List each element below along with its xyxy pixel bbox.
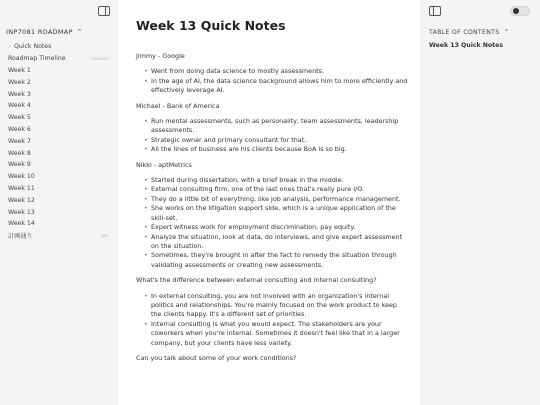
sidebar-item-label: Week 6 — [8, 125, 31, 133]
left-topbar — [0, 0, 118, 24]
sidebar-item[interactable] — [0, 53, 118, 65]
list-item: • Started during dissertation, with a brief break in the middle. — [145, 176, 408, 185]
sidebar-item-label-wrap — [8, 220, 35, 227]
main-content — [118, 0, 420, 405]
sidebar-item-label: Week 12 — [8, 196, 35, 204]
toc-title: TABLE OF CONTENTS — [429, 28, 500, 36]
sidebar-item[interactable] — [0, 206, 118, 218]
sidebar-item-label-wrap — [8, 79, 31, 86]
list-item: • External consulting firm, one of the last ones that's really pure I/O. — [145, 185, 408, 194]
sidebar-item[interactable] — [0, 147, 118, 159]
sidebar-item[interactable] — [0, 159, 118, 171]
list-item: • Analyze the situation, look at data, do interviews, and give expert assessment on the situation. — [145, 233, 408, 252]
sidebar-item-label-wrap — [8, 67, 31, 74]
sidebar-item[interactable] — [0, 194, 118, 206]
sidebar-item-meta: xxxxxxx — [91, 56, 108, 62]
left-sidebar — [0, 0, 118, 405]
sidebar-item-label: Quick Notes — [14, 43, 52, 51]
section-heading: Michael - Bank of America — [136, 101, 220, 110]
sidebar-item-label-wrap — [8, 161, 31, 168]
sidebar-item-label-wrap — [8, 138, 31, 145]
sidebar-item-label: Week 11 — [8, 184, 35, 192]
sidebar-item-label-wrap — [8, 185, 35, 192]
section-heading: Can you talk about some of your work conditions? — [136, 353, 297, 362]
sidebar-item-label-wrap — [8, 150, 31, 157]
list-item: • Run mental assessments, such as personality, team assessments, leadership assessments. — [145, 117, 408, 136]
sidebar-item-label: Week 3 — [8, 90, 31, 98]
note-body — [136, 52, 408, 369]
sidebar-item-meta: pro — [101, 233, 108, 239]
chevron-right-icon[interactable]: › — [9, 44, 11, 51]
sidebar-item-label: Week 4 — [8, 102, 31, 110]
list-item: • Expert witness work for employment discrimination, pay equity. — [145, 223, 408, 232]
roadmap-title: INP7081 ROADMAP — [6, 28, 73, 36]
sidebar-item-label: Week 1 — [8, 66, 31, 74]
list-item: • Internal consulting is what you would expect. The stakeholders are your coworkers when you're internal. Sometimes it doesn't feel like that in a larger company, but your clients have less variety. — [145, 320, 408, 348]
sidebar-item[interactable] — [0, 100, 118, 112]
sidebar-item-label: Week 9 — [8, 161, 31, 169]
sidebar-item[interactable] — [0, 112, 118, 124]
sidebar-item-label: Roadmap Timeline — [8, 55, 66, 63]
list-item: • They do a little bit of everything, like job analysis, performance management. — [145, 195, 408, 204]
sidebar-item-label-wrap — [8, 126, 31, 133]
sidebar-item-label: Week 2 — [8, 78, 31, 86]
sidebar-item-label-wrap — [8, 114, 31, 121]
sidebar-item-label: Week 14 — [8, 220, 35, 228]
list-item: • Sometimes, they're brought in after the fact to remedy the situation through validating assessments or creating new assessments. — [145, 251, 408, 270]
sidebar-item-label-wrap — [8, 197, 35, 204]
sidebar-item[interactable] — [0, 218, 118, 230]
section-heading: What's the difference between external consulting and internal consulting? — [136, 276, 377, 285]
sidebar-item-label: Week 13 — [8, 208, 35, 216]
bullet-list — [136, 117, 408, 155]
sidebar-item-label-wrap — [8, 173, 35, 180]
sidebar-item-label-wrap — [8, 91, 31, 98]
sidebar-toggle-icon[interactable] — [98, 6, 110, 16]
sidebar-item-label-wrap — [8, 209, 35, 216]
chevron-up-down-icon[interactable]: ⌃ — [76, 28, 83, 36]
toc-item[interactable]: Week 13 Quick Notes — [429, 42, 504, 49]
sidebar-item[interactable] — [0, 135, 118, 147]
list-item: • In the age of AI, the data science background allows him to more efficiently and effectively leverage AI. — [145, 77, 408, 96]
section-heading: Nikki - aptMetrics — [136, 160, 192, 169]
list-item: • Strategic owner and primary consultant for that. — [145, 136, 408, 145]
sidebar-item-label-wrap — [9, 43, 51, 50]
sidebar-item[interactable] — [0, 183, 118, 195]
page-title: Week 13 Quick Notes — [136, 18, 286, 33]
roadmap-header[interactable] — [6, 28, 83, 36]
list-item: • Went from doing data science to mostly assessments. — [145, 67, 408, 76]
sidebar-item-label-wrap — [8, 231, 33, 240]
sidebar-item-label: Week 8 — [8, 149, 31, 157]
list-item: • She works on the litigation support side, which is a unique application of the skill-set. — [145, 204, 408, 223]
sidebar-item-label-wrap — [8, 102, 31, 109]
right-sidebar — [420, 0, 540, 405]
sidebar-item-label: Week 10 — [8, 173, 35, 181]
sidebar-item[interactable] — [0, 171, 118, 183]
bullet-list — [136, 292, 408, 348]
toggle-knob — [513, 8, 519, 14]
sidebar-item-label: Week 5 — [8, 114, 31, 122]
bullet-list — [136, 67, 408, 95]
list-item: • In external consulting, you are not involved with an organization's internal politics and relationships. You're mainly focused on the work product to keep the clients happy. It's a different set of priorities. — [145, 292, 408, 320]
sidebar-item[interactable] — [0, 41, 118, 53]
sidebar-item[interactable] — [0, 65, 118, 77]
theme-toggle[interactable] — [510, 6, 530, 16]
sidebar-item[interactable] — [0, 124, 118, 136]
roadmap-nav — [0, 41, 118, 242]
sidebar-item[interactable] — [0, 88, 118, 100]
sidebar-item[interactable] — [0, 230, 118, 242]
sidebar-toggle-icon[interactable] — [429, 6, 441, 16]
bullet-list — [136, 176, 408, 270]
sidebar-item-label: Week 7 — [8, 137, 31, 145]
chevron-up-down-icon[interactable]: ⌃ — [503, 28, 510, 36]
toc-header[interactable] — [429, 28, 510, 36]
list-item: • All the lines of business are his clients because BoA is so big. — [145, 145, 408, 154]
sidebar-item[interactable] — [0, 76, 118, 88]
sidebar-item-label-wrap — [8, 55, 66, 62]
sidebar-item-label: 計画通り — [8, 233, 33, 241]
section-heading: Jimmy - Google — [136, 52, 185, 60]
